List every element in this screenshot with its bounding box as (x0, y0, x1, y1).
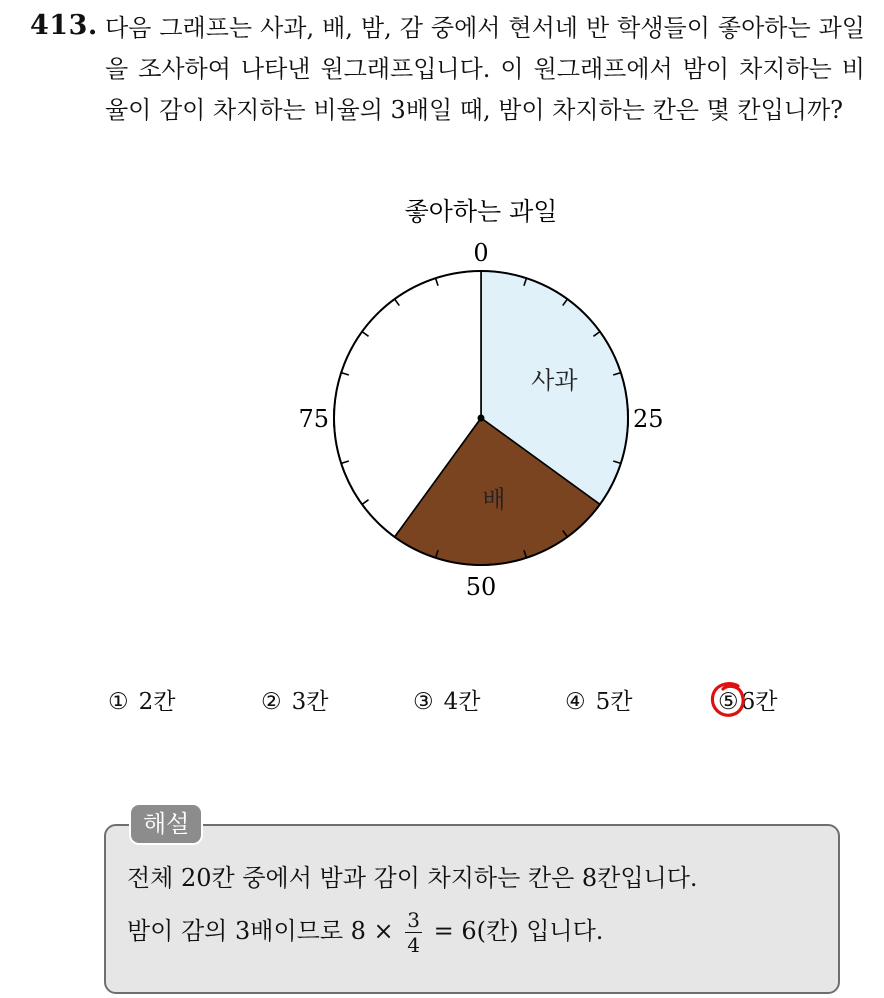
explanation-line-2-suffix: = 6(칸) 입니다. (433, 917, 604, 945)
choice-2-mark: ② (261, 689, 282, 715)
fraction-denominator: 4 (407, 933, 421, 957)
pie-tick-label: 50 (465, 573, 497, 601)
answer-choices (0, 682, 884, 722)
choice-1-text: 2칸 (138, 689, 176, 715)
choice-2-text: 3칸 (291, 689, 329, 715)
fraction (405, 908, 422, 957)
choice-4[interactable] (565, 682, 632, 722)
explanation-line-1: 전체 20칸 중에서 밤과 감이 차지하는 칸은 8칸입니다. (127, 864, 698, 892)
choice-5-text: 6칸 (740, 689, 778, 715)
choice-3-text: 4칸 (443, 689, 481, 715)
choice-1[interactable] (108, 682, 175, 722)
pie-tick-label: 75 (298, 405, 329, 433)
choice-1-mark: ① (108, 689, 129, 715)
choice-2[interactable] (261, 682, 328, 722)
choice-4-mark: ④ (565, 689, 586, 715)
pie-slice-label: 배 (482, 485, 506, 514)
pie-slice-label: 사과 (531, 366, 578, 395)
pie-tick-label: 0 (473, 239, 489, 267)
fraction-numerator: 3 (407, 908, 421, 932)
explanation-line-2 (127, 903, 603, 959)
choice-3-mark: ③ (413, 689, 434, 715)
pie-tick-label: 25 (633, 405, 664, 433)
choice-5-mark: ⑤ (718, 689, 739, 715)
chart-title: 좋아하는 과일 (404, 197, 558, 226)
choice-4-text: 5칸 (595, 689, 633, 715)
choice-3[interactable] (413, 682, 480, 722)
question-text: 다음 그래프는 사과, 배, 밤, 감 중에서 현서네 반 학생들이 좋아하는 과일을 조사하여 나타낸 원그래프입니다. 이 원그래프에서 밤이 차지하는 비율이 감이 차지하는 비율의 3배일 때, 밤이 차지하는 칸은 몇 칸입니까? (105, 14, 865, 124)
explanation-line-2-prefix: 밤이 감의 3배이므로 8 × (127, 917, 394, 945)
pie-center-dot (478, 415, 485, 422)
pie-slices (334, 271, 628, 565)
answer-circle-mark (708, 680, 748, 720)
explanation-tag: 해설 (129, 803, 203, 845)
question-number: 413. (30, 10, 98, 41)
